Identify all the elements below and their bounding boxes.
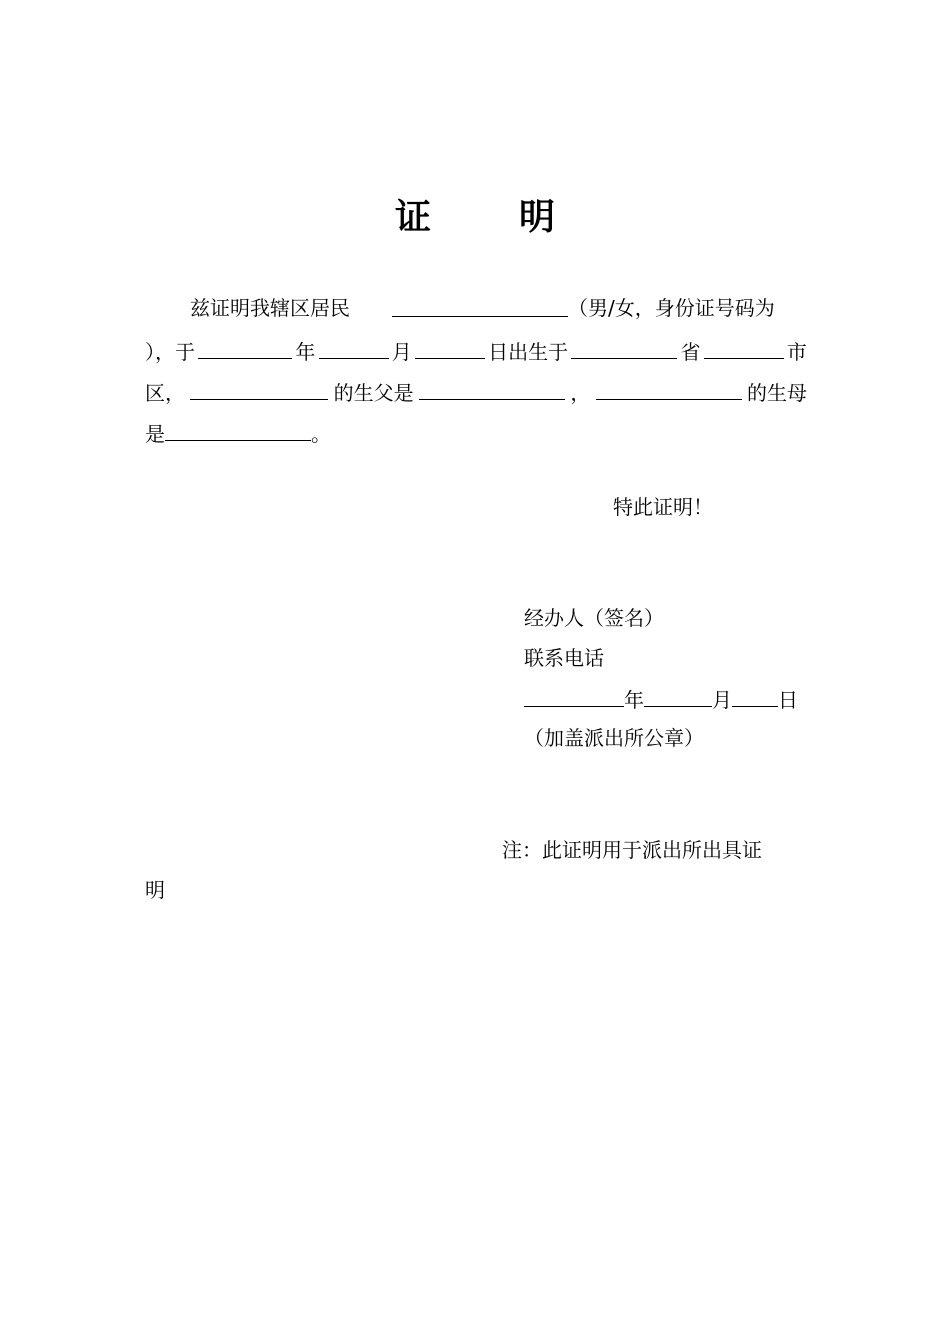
city-blank	[704, 338, 784, 359]
resident-name-blank-wrap	[392, 296, 568, 322]
child-name-blank	[596, 379, 742, 400]
body-line-1	[190, 296, 350, 320]
province-label: 省	[680, 340, 701, 364]
body-line-2	[145, 338, 807, 364]
gender-id-text-wrap	[568, 296, 775, 320]
contact-phone-label: 联系电话	[524, 646, 604, 670]
sign-month-blank	[644, 686, 712, 707]
is-label: 是	[145, 422, 165, 446]
seal-note: （加盖派出所公章）	[524, 726, 704, 750]
sign-day-blank	[732, 686, 778, 707]
father-label: 的生父是	[333, 381, 414, 405]
mother-name-blank	[165, 420, 311, 441]
gender-id-text: （男/女，身份证号码为	[568, 296, 775, 320]
sign-day-label: 日	[778, 688, 798, 712]
birth-month-blank	[319, 338, 389, 359]
birth-day-blank	[415, 338, 485, 359]
note-line-1: 注：此证明用于派出所出具证	[502, 838, 762, 862]
year-label: 年	[295, 340, 316, 364]
period: 。	[311, 422, 331, 446]
sign-year-label: 年	[624, 688, 644, 712]
closing-text: 特此证明！	[613, 495, 713, 519]
handler-signature-label: 经办人（签名）	[524, 606, 664, 630]
father-name-blank	[419, 379, 565, 400]
title-char-2: 明	[519, 197, 556, 238]
document-title	[0, 196, 950, 240]
sign-date-line	[524, 686, 798, 712]
intro-text: 兹证明我辖区居民	[190, 296, 350, 320]
sign-month-label: 月	[712, 688, 732, 712]
line2-prefix: ），于	[145, 340, 195, 364]
district-blank	[190, 379, 328, 400]
birth-year-blank	[198, 338, 292, 359]
month-label: 月	[391, 340, 412, 364]
district-label: 区，	[145, 381, 185, 405]
body-line-3	[145, 379, 807, 405]
province-blank	[571, 338, 677, 359]
sign-year-blank	[524, 686, 624, 707]
resident-name-blank	[392, 296, 568, 317]
title-char-1: 证	[394, 197, 431, 238]
note-line-2: 明	[145, 878, 165, 902]
mother-label: 的生母	[746, 381, 807, 405]
comma: ，	[570, 381, 591, 405]
day-born-label: 日出生于	[488, 340, 569, 364]
city-label: 市	[786, 340, 807, 364]
body-line-4	[145, 420, 331, 446]
